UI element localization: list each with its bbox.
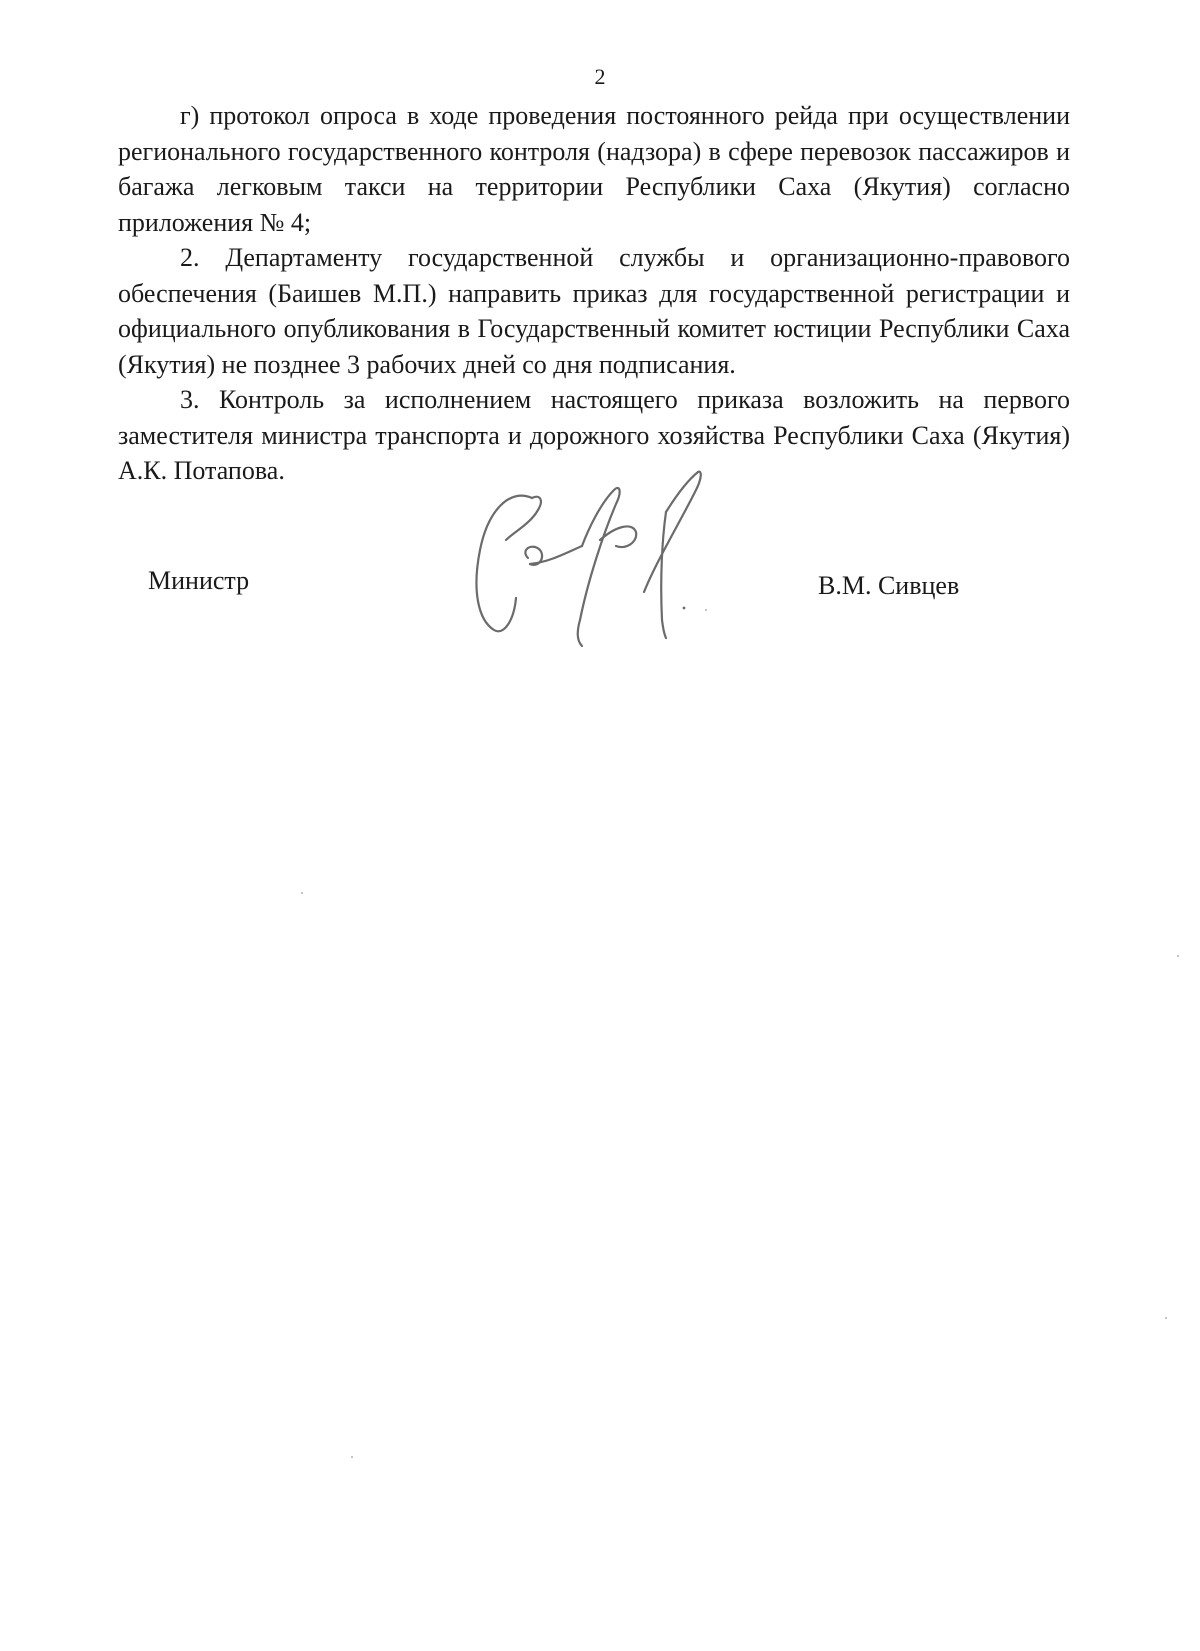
paragraph-item-3: 3. Контроль за исполнением настоящего приказа возложить на первого заместителя министра транспорта и дорожного хозяйства Республики Саха (Якутия) А.К. Потапова. [118,385,1070,485]
handwritten-signature [470,470,740,650]
signer-position: Министр [148,566,250,595]
signer-name: В.М. Сивцев [818,571,960,600]
paragraph-item-2: 2. Департаменту государственной службы и организационно-правового обеспечения (Баишев М.П.) направить приказ для государственной регистрации и официального опубликования в Государственный комитет юстиции Республики Саха (Якутия) не позднее 3 рабочих дней со дня подписания. [118,243,1070,379]
page-number: 2 [594,64,606,89]
signature-block [0,0,1200,700]
paragraph-item-g: г) протокол опроса в ходе проведения постоянного рейда при осуществлении регионального государственного контроля (надзора) в сфере перевозок пассажиров и багажа легковым такси на территории Республики Саха (Якутия) согласно приложения № 4; [118,101,1070,237]
